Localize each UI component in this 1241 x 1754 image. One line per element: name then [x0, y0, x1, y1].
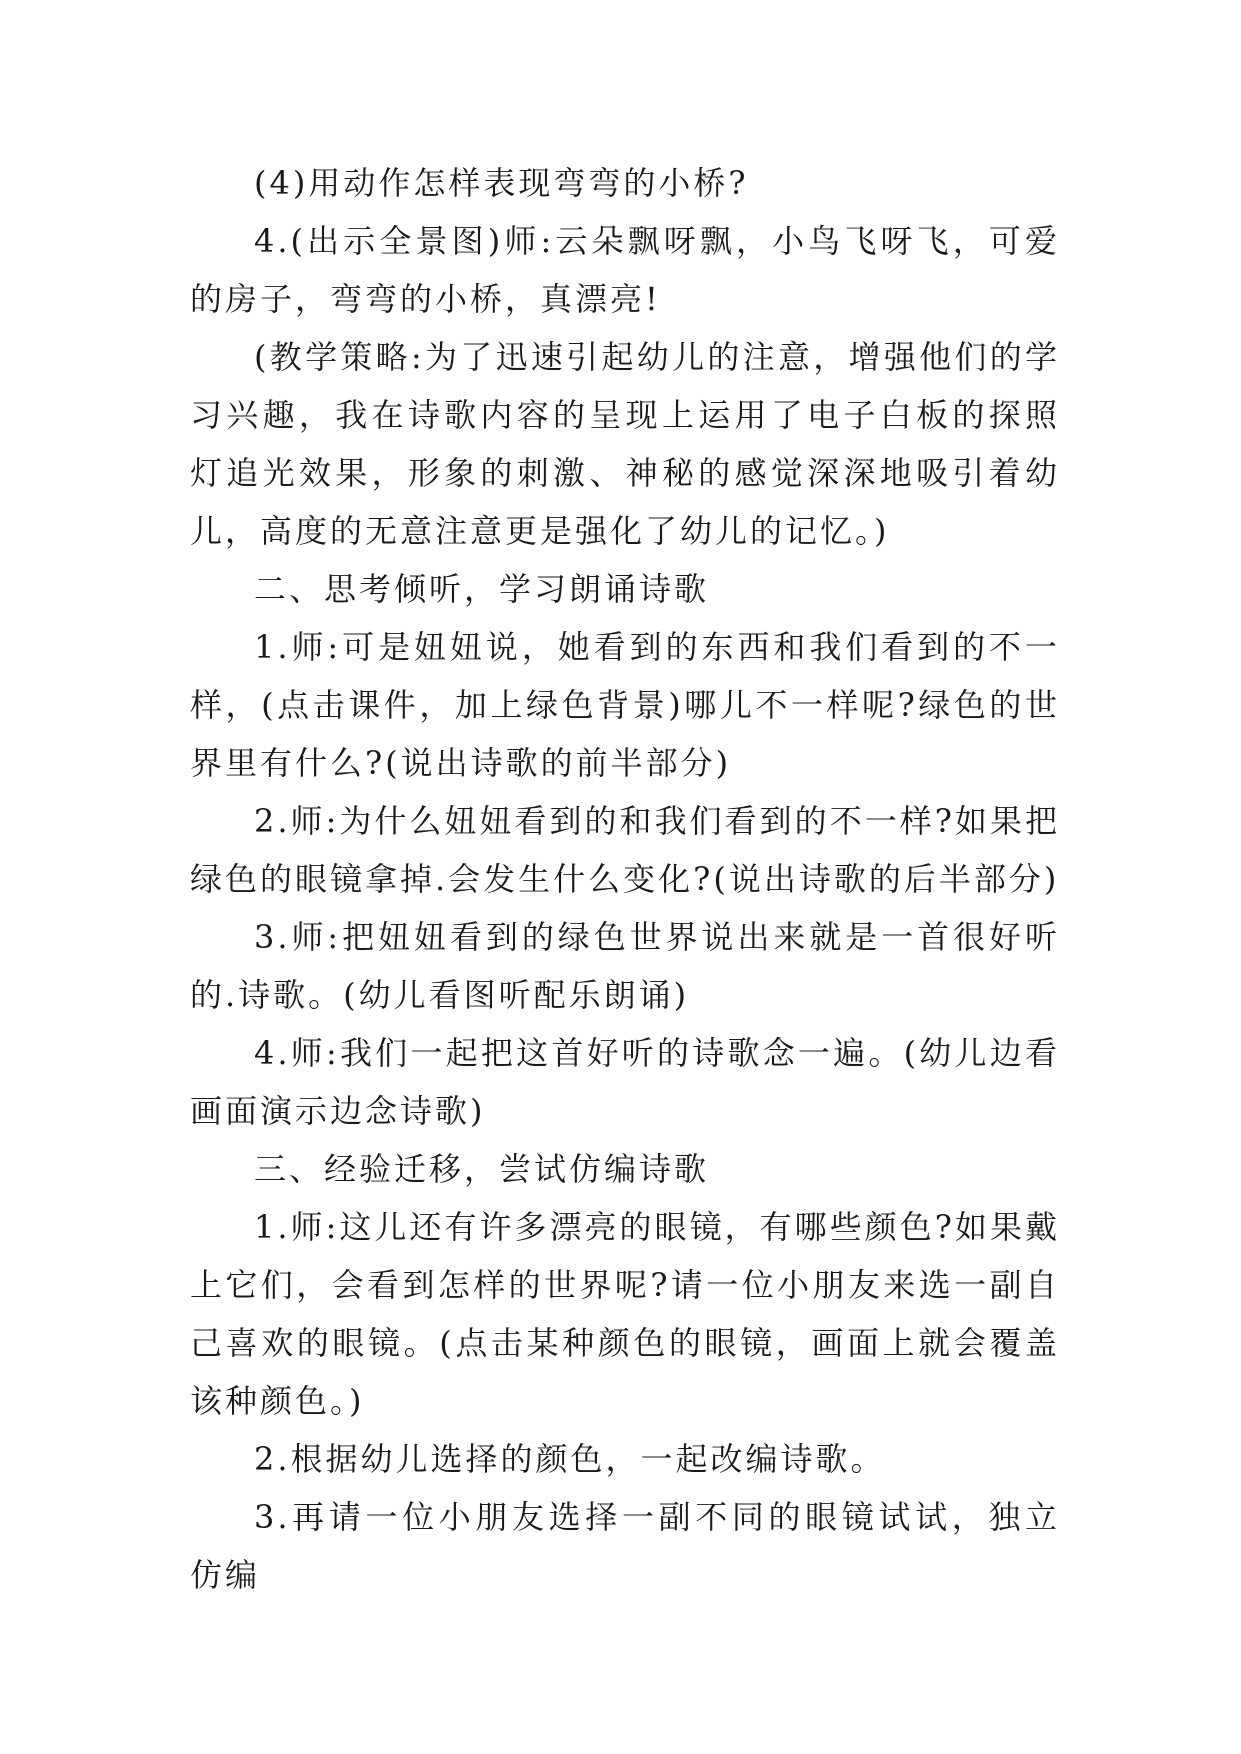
document-body	[190, 154, 1060, 1604]
section-heading-imitate-poem: 三、经验迁移，尝试仿编诗歌	[254, 1150, 710, 1188]
paragraph-step-4-question: (4)用动作怎样表现弯弯的小桥?	[254, 164, 749, 202]
paragraph-imitate-step-2: 2.根据幼儿选择的颜色，一起改编诗歌。	[254, 1440, 886, 1478]
paragraph-listen-step-1: 1.师:可是妞妞说，她看到的东西和我们看到的不一样，(点击课件，加上绿色背景)哪儿不一样呢?绿色的世界里有什么?(说出诗歌的前半部分)	[190, 628, 1060, 782]
paragraph-listen-step-4: 4.师:我们一起把这首好听的诗歌念一遍。(幼儿边看画面演示边念诗歌)	[190, 1034, 1060, 1130]
paragraph-imitate-step-1: 1.师:这儿还有许多漂亮的眼镜，有哪些颜色?如果戴上它们，会看到怎样的世界呢?请一位小朋友来选一副自己喜欢的眼镜。(点击某种颜色的眼镜，画面上就会覆盖该种颜色。)	[190, 1208, 1060, 1420]
section-heading-listen-recite: 二、思考倾听，学习朗诵诗歌	[254, 570, 710, 608]
paragraph-panorama: 4.(出示全景图)师:云朵飘呀飘，小鸟飞呀飞，可爱的房子，弯弯的小桥，真漂亮!	[190, 222, 1060, 318]
paragraph-listen-step-2: 2.师:为什么妞妞看到的和我们看到的不一样?如果把绿色的眼镜拿掉.会发生什么变化?(说出诗歌的后半部分)	[190, 802, 1060, 898]
paragraph-listen-step-3: 3.师:把妞妞看到的绿色世界说出来就是一首很好听的.诗歌。(幼儿看图听配乐朗诵)	[190, 918, 1060, 1014]
paragraph-imitate-step-3: 3.再请一位小朋友选择一副不同的眼镜试试，独立仿编	[190, 1498, 1060, 1594]
paragraph-teaching-strategy: (教学策略:为了迅速引起幼儿的注意，增强他们的学习兴趣，我在诗歌内容的呈现上运用了电子白板的探照灯追光效果，形象的刺激、神秘的感觉深深地吸引着幼儿，高度的无意注意更是强化了幼儿的记忆。)	[190, 338, 1060, 550]
